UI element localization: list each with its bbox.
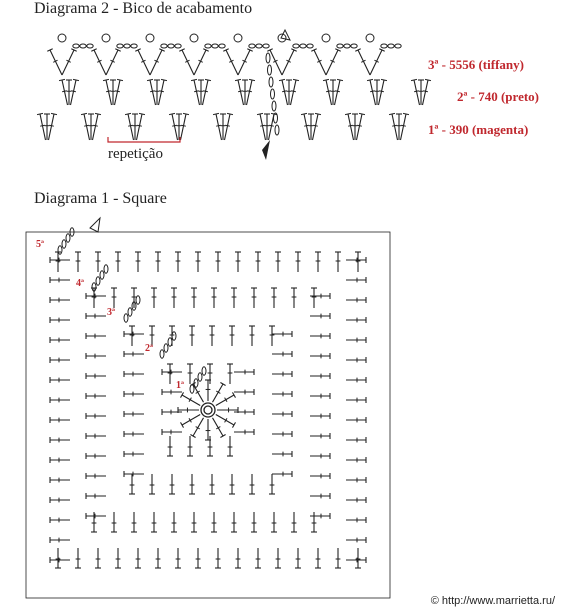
square-frame-stitch [346, 457, 366, 463]
edging-r3-stitch [106, 49, 121, 75]
edging-chain [256, 44, 262, 48]
round-3-label: 3ª [107, 307, 115, 318]
edging-chain [117, 44, 123, 48]
center-ring-inner [204, 406, 212, 414]
edging-r2-stitch [423, 79, 431, 105]
row-2-label: 2ª - 740 (preto) [457, 89, 539, 104]
edging-r3-stitch [150, 49, 165, 75]
square-frame-stitch [295, 548, 301, 568]
square-r1-stitch [190, 383, 203, 403]
square-frame-stitch [124, 371, 144, 377]
edging-r1-stitch [389, 113, 397, 140]
edging-r3-stitch [238, 49, 253, 75]
edging-chain [212, 44, 218, 48]
square-frame-stitch [50, 537, 70, 543]
square-frame-stitch [310, 513, 330, 519]
square-frame-stitch [86, 393, 106, 399]
square-frame-stitch [310, 433, 330, 439]
square-frame-stitch [231, 288, 237, 308]
edging-r1-stitch [169, 113, 177, 140]
square-frame-stitch [310, 313, 330, 319]
square-frame-stitch [211, 512, 217, 532]
square-frame-stitch [346, 317, 366, 323]
square-frame-stitch [155, 548, 161, 568]
edging-r3-stitch [311, 49, 326, 75]
square-frame-stitch [171, 512, 177, 532]
square-frame-stitch [191, 288, 197, 308]
square-frame-stitch [86, 373, 106, 379]
edging-r1-stitch [313, 113, 321, 140]
square-frame-stitch [50, 437, 70, 443]
diagram-1-title: Diagrama 1 - Square [34, 190, 167, 207]
edging-r2-stitch [59, 79, 67, 105]
square-frame-stitch [129, 326, 135, 346]
square-frame-stitch [187, 364, 193, 384]
square-frame-stitch [310, 293, 330, 299]
square-frame-stitch [175, 548, 181, 568]
square-frame-stitch [346, 477, 366, 483]
square-frame-stitch [346, 397, 366, 403]
square-frame-stitch [151, 512, 157, 532]
square-frame-stitch [50, 337, 70, 343]
square-frame-stitch [251, 288, 257, 308]
square-r1-stitch [181, 392, 201, 405]
square-frame-stitch [86, 473, 106, 479]
square-frame-stitch [189, 474, 195, 494]
edging-r1-stitch [301, 113, 309, 140]
square-frame-stitch [346, 437, 366, 443]
edging-chain [73, 44, 79, 48]
square-frame-stitch [227, 436, 233, 456]
edging-r3-stitch [355, 49, 370, 75]
square-frame-stitch [50, 477, 70, 483]
square-frame-stitch [211, 288, 217, 308]
square-frame-stitch [111, 288, 117, 308]
edging-chain [168, 44, 174, 48]
edging-r2-stitch [103, 79, 111, 105]
edging-chain [300, 44, 306, 48]
square-frame-stitch [175, 252, 181, 272]
edging-r3-stitch [326, 49, 341, 75]
square-frame-stitch [251, 512, 257, 532]
edging-start-chain [266, 53, 270, 63]
edging-picot [102, 34, 110, 42]
square-frame-stitch [310, 453, 330, 459]
square-frame-stitch [310, 333, 330, 339]
square-frame-stitch [115, 252, 121, 272]
square-frame-stitch [55, 252, 61, 272]
square-frame-stitch [215, 548, 221, 568]
square-frame-stitch [95, 548, 101, 568]
square-frame-stitch [272, 411, 292, 417]
edging-start-chain [275, 125, 279, 135]
square-frame-stitch [291, 288, 297, 308]
square-frame-stitch [346, 517, 366, 523]
edging-start-chain [272, 101, 276, 111]
edging-chain [205, 44, 211, 48]
square-frame-stitch [272, 331, 292, 337]
edging-r1-stitch [345, 113, 353, 140]
square-frame-stitch [50, 357, 70, 363]
square-frame-stitch [86, 293, 106, 299]
square-frame-stitch [167, 436, 173, 456]
square-frame-stitch [272, 351, 292, 357]
edging-chain [124, 44, 130, 48]
square-frame-stitch [315, 548, 321, 568]
round-start-chain [128, 308, 132, 316]
round-4-label: 4ª [76, 278, 84, 289]
square-frame-stitch [149, 474, 155, 494]
source-credit: © http://www.marrietta.ru/ [430, 595, 555, 607]
edging-r3-stitch [194, 49, 209, 75]
square-frame-stitch [234, 429, 254, 435]
square-frame-stitch [346, 337, 366, 343]
edging-picot [190, 34, 198, 42]
square-r1-stitch [216, 392, 236, 405]
row-1-label: 1ª - 390 (magenta) [428, 122, 529, 137]
square-frame-stitch [171, 288, 177, 308]
repeat-bracket [108, 137, 180, 142]
square-frame-stitch [249, 474, 255, 494]
square-r1-stitch [213, 418, 226, 438]
square-r1-stitch [213, 383, 226, 403]
square-frame-stitch [311, 288, 317, 308]
square-frame-stitch [131, 512, 137, 532]
edging-chain [161, 44, 167, 48]
square-frame-stitch [191, 512, 197, 532]
edging-r2-stitch [115, 79, 123, 105]
square-frame-stitch [215, 252, 221, 272]
edging-r2-stitch [191, 79, 199, 105]
square-frame-stitch [346, 537, 366, 543]
round-2-label: 2ª [145, 343, 153, 354]
edging-start-chain [269, 77, 273, 87]
square-frame-stitch [50, 297, 70, 303]
square-frame-stitch [346, 377, 366, 383]
square-r1-stitch [190, 418, 203, 438]
square-frame-stitch [86, 333, 106, 339]
square-frame-stitch [111, 512, 117, 532]
edging-start-chain [268, 65, 272, 75]
square-frame-stitch [310, 353, 330, 359]
square-frame-stitch [162, 429, 182, 435]
edging-picot [234, 34, 242, 42]
square-frame-stitch [75, 548, 81, 568]
edging-r3-stitch [62, 49, 77, 75]
square-frame-stitch [129, 474, 135, 494]
edging-chain [219, 44, 225, 48]
square-frame-stitch [124, 411, 144, 417]
edging-r2-stitch [367, 79, 375, 105]
square-frame-stitch [167, 364, 173, 384]
square-frame-stitch [115, 548, 121, 568]
square-frame-stitch [55, 548, 61, 568]
square-frame-stitch [195, 252, 201, 272]
edging-r2-stitch [335, 79, 343, 105]
square-frame-stitch [346, 277, 366, 283]
round-start-chain [172, 332, 176, 340]
square-frame-stitch [86, 353, 106, 359]
edging-r3-stitch [91, 49, 106, 75]
square-frame-stitch [255, 548, 261, 568]
square-frame-stitch [235, 548, 241, 568]
round-1-label: 1ª [176, 380, 184, 391]
edging-r2-stitch [247, 79, 255, 105]
edging-r3-stitch [135, 49, 150, 75]
edging-r1-stitch [49, 113, 57, 140]
edging-r2-stitch [159, 79, 167, 105]
square-frame-stitch [50, 257, 70, 263]
edging-start-chain [271, 89, 275, 99]
edging-chain [381, 44, 387, 48]
square-frame-stitch [86, 453, 106, 459]
square-frame-stitch [234, 389, 254, 395]
square-frame-stitch [272, 471, 292, 477]
square-frame-stitch [50, 377, 70, 383]
square-frame-stitch [272, 431, 292, 437]
edging-r3-stitch [179, 49, 194, 75]
edging-chain [344, 44, 350, 48]
edging-r1-stitch [37, 113, 45, 140]
edging-chain [175, 44, 181, 48]
square-frame-stitch [50, 277, 70, 283]
square-frame-stitch [269, 474, 275, 494]
square-frame-stitch [272, 391, 292, 397]
square-frame-stitch [291, 512, 297, 532]
square-frame-stitch [195, 548, 201, 568]
square-frame-stitch [346, 557, 366, 563]
square-frame-stitch [234, 369, 254, 375]
edging-r1-stitch [225, 113, 233, 140]
square-frame-stitch [346, 357, 366, 363]
round-start-chain [96, 277, 100, 285]
edging-r2-stitch [279, 79, 287, 105]
square-frame-stitch [249, 326, 255, 346]
edging-r1-stitch [125, 113, 133, 140]
square-r1-stitch [181, 415, 201, 428]
edging-chain [293, 44, 299, 48]
square-frame-stitch [346, 297, 366, 303]
edging-r3-stitch [282, 49, 297, 75]
square-frame-stitch [229, 326, 235, 346]
edging-chain [351, 44, 357, 48]
square-frame-stitch [235, 252, 241, 272]
square-frame-stitch [310, 473, 330, 479]
edging-r1-stitch [213, 113, 221, 140]
square-frame-stitch [335, 548, 341, 568]
edging-r2-stitch [147, 79, 155, 105]
edging-r1-stitch [357, 113, 365, 140]
square-frame-stitch [187, 436, 193, 456]
square-frame-stitch [50, 557, 70, 563]
edging-r3-stitch [370, 49, 385, 75]
round-start-chain [190, 385, 194, 393]
round-start-chain [136, 296, 140, 304]
square-frame-stitch [95, 252, 101, 272]
square-frame-stitch [229, 474, 235, 494]
edging-r1-stitch [401, 113, 409, 140]
square-frame-stitch [91, 512, 97, 532]
edging-picot [146, 34, 154, 42]
edging-chain [87, 44, 93, 48]
square-frame-stitch [151, 288, 157, 308]
edging-r1-stitch [81, 113, 89, 140]
square-frame-stitch [50, 317, 70, 323]
square-frame-stitch [255, 252, 261, 272]
edging-chain [131, 44, 137, 48]
start-arrow [262, 140, 270, 160]
round-start-chain [168, 338, 172, 346]
square-frame-stitch [275, 548, 281, 568]
square-frame-stitch [272, 451, 292, 457]
round-start-chain [124, 314, 128, 322]
square-frame-stitch [86, 313, 106, 319]
edging-r2-stitch [379, 79, 387, 105]
square-frame-stitch [346, 257, 366, 263]
round-start-chain [164, 344, 168, 352]
square-frame-stitch [346, 497, 366, 503]
edging-picot [322, 34, 330, 42]
square-frame-stitch [310, 493, 330, 499]
edging-r1-stitch [137, 113, 145, 140]
square-frame-stitch [272, 371, 292, 377]
square-r1-stitch [216, 415, 236, 428]
square-frame-stitch [124, 471, 144, 477]
square-frame-stitch [50, 417, 70, 423]
edging-chain [388, 44, 394, 48]
edging-r2-stitch [235, 79, 243, 105]
round-start-chain [100, 271, 104, 279]
square-frame-stitch [271, 512, 277, 532]
edging-r2-stitch [291, 79, 299, 105]
square-frame-stitch [86, 433, 106, 439]
square-frame-stitch [311, 512, 317, 532]
round-start-chain [58, 246, 62, 254]
square-frame-stitch [50, 497, 70, 503]
square-frame-stitch [50, 457, 70, 463]
square-frame-stitch [124, 451, 144, 457]
square-frame-stitch [355, 252, 361, 272]
diagram-2-title: Diagrama 2 - Bico de acabamento [34, 0, 253, 17]
square-frame-stitch [310, 373, 330, 379]
square-frame-stitch [310, 393, 330, 399]
square-frame-stitch [346, 417, 366, 423]
square-frame-stitch [124, 391, 144, 397]
square-frame-stitch [86, 513, 106, 519]
edging-r1-stitch [93, 113, 101, 140]
square-frame-stitch [124, 351, 144, 357]
square-frame-stitch [124, 331, 144, 337]
square-frame-stitch [227, 364, 233, 384]
square-frame-stitch [269, 326, 275, 346]
square-start-arrow [90, 218, 100, 232]
round-start-chain [198, 373, 202, 381]
round-start-chain [160, 350, 164, 358]
edging-picot [366, 34, 374, 42]
edging-r2-stitch [411, 79, 419, 105]
square-frame-stitch [209, 326, 215, 346]
edging-r3-stitch [223, 49, 238, 75]
square-frame-stitch [169, 474, 175, 494]
center-ring [201, 403, 215, 417]
square-frame-stitch [295, 252, 301, 272]
row-3-label: 3ª - 5556 (tiffany) [428, 57, 524, 72]
round-start-chain [104, 265, 108, 273]
square-frame-stitch [155, 252, 161, 272]
edging-chain [337, 44, 343, 48]
round-start-chain [202, 367, 206, 375]
edging-r2-stitch [71, 79, 79, 105]
square-frame-stitch [209, 474, 215, 494]
round-start-chain [62, 240, 66, 248]
square-frame-stitch [355, 548, 361, 568]
square-frame-stitch [315, 252, 321, 272]
square-frame-stitch [231, 512, 237, 532]
repeat-label: repetição [108, 146, 163, 162]
edging-picot [58, 34, 66, 42]
square-frame-stitch [50, 517, 70, 523]
edging-r1-stitch [257, 113, 265, 140]
square-frame-stitch [75, 252, 81, 272]
square-frame-stitch [124, 431, 144, 437]
square-frame-stitch [135, 548, 141, 568]
edging-chain [307, 44, 313, 48]
square-frame-stitch [86, 493, 106, 499]
square-frame-stitch [271, 288, 277, 308]
square-frame-stitch [275, 252, 281, 272]
edging-r3-stitch [47, 49, 62, 75]
square-frame-stitch [86, 413, 106, 419]
edging-chain [80, 44, 86, 48]
square-frame-stitch [162, 369, 182, 375]
square-frame-stitch [135, 252, 141, 272]
edging-chain [249, 44, 255, 48]
edging-chain [395, 44, 401, 48]
square-frame-stitch [189, 326, 195, 346]
finish-arrow [281, 30, 290, 40]
round-5-label: 5ª [36, 239, 44, 250]
edging-r2-stitch [203, 79, 211, 105]
square-frame-stitch [50, 397, 70, 403]
square-frame-stitch [310, 413, 330, 419]
edging-r2-stitch [323, 79, 331, 105]
round-start-chain [66, 234, 70, 242]
edging-chain [263, 44, 269, 48]
square-frame-stitch [335, 252, 341, 272]
edging-r1-stitch [181, 113, 189, 140]
